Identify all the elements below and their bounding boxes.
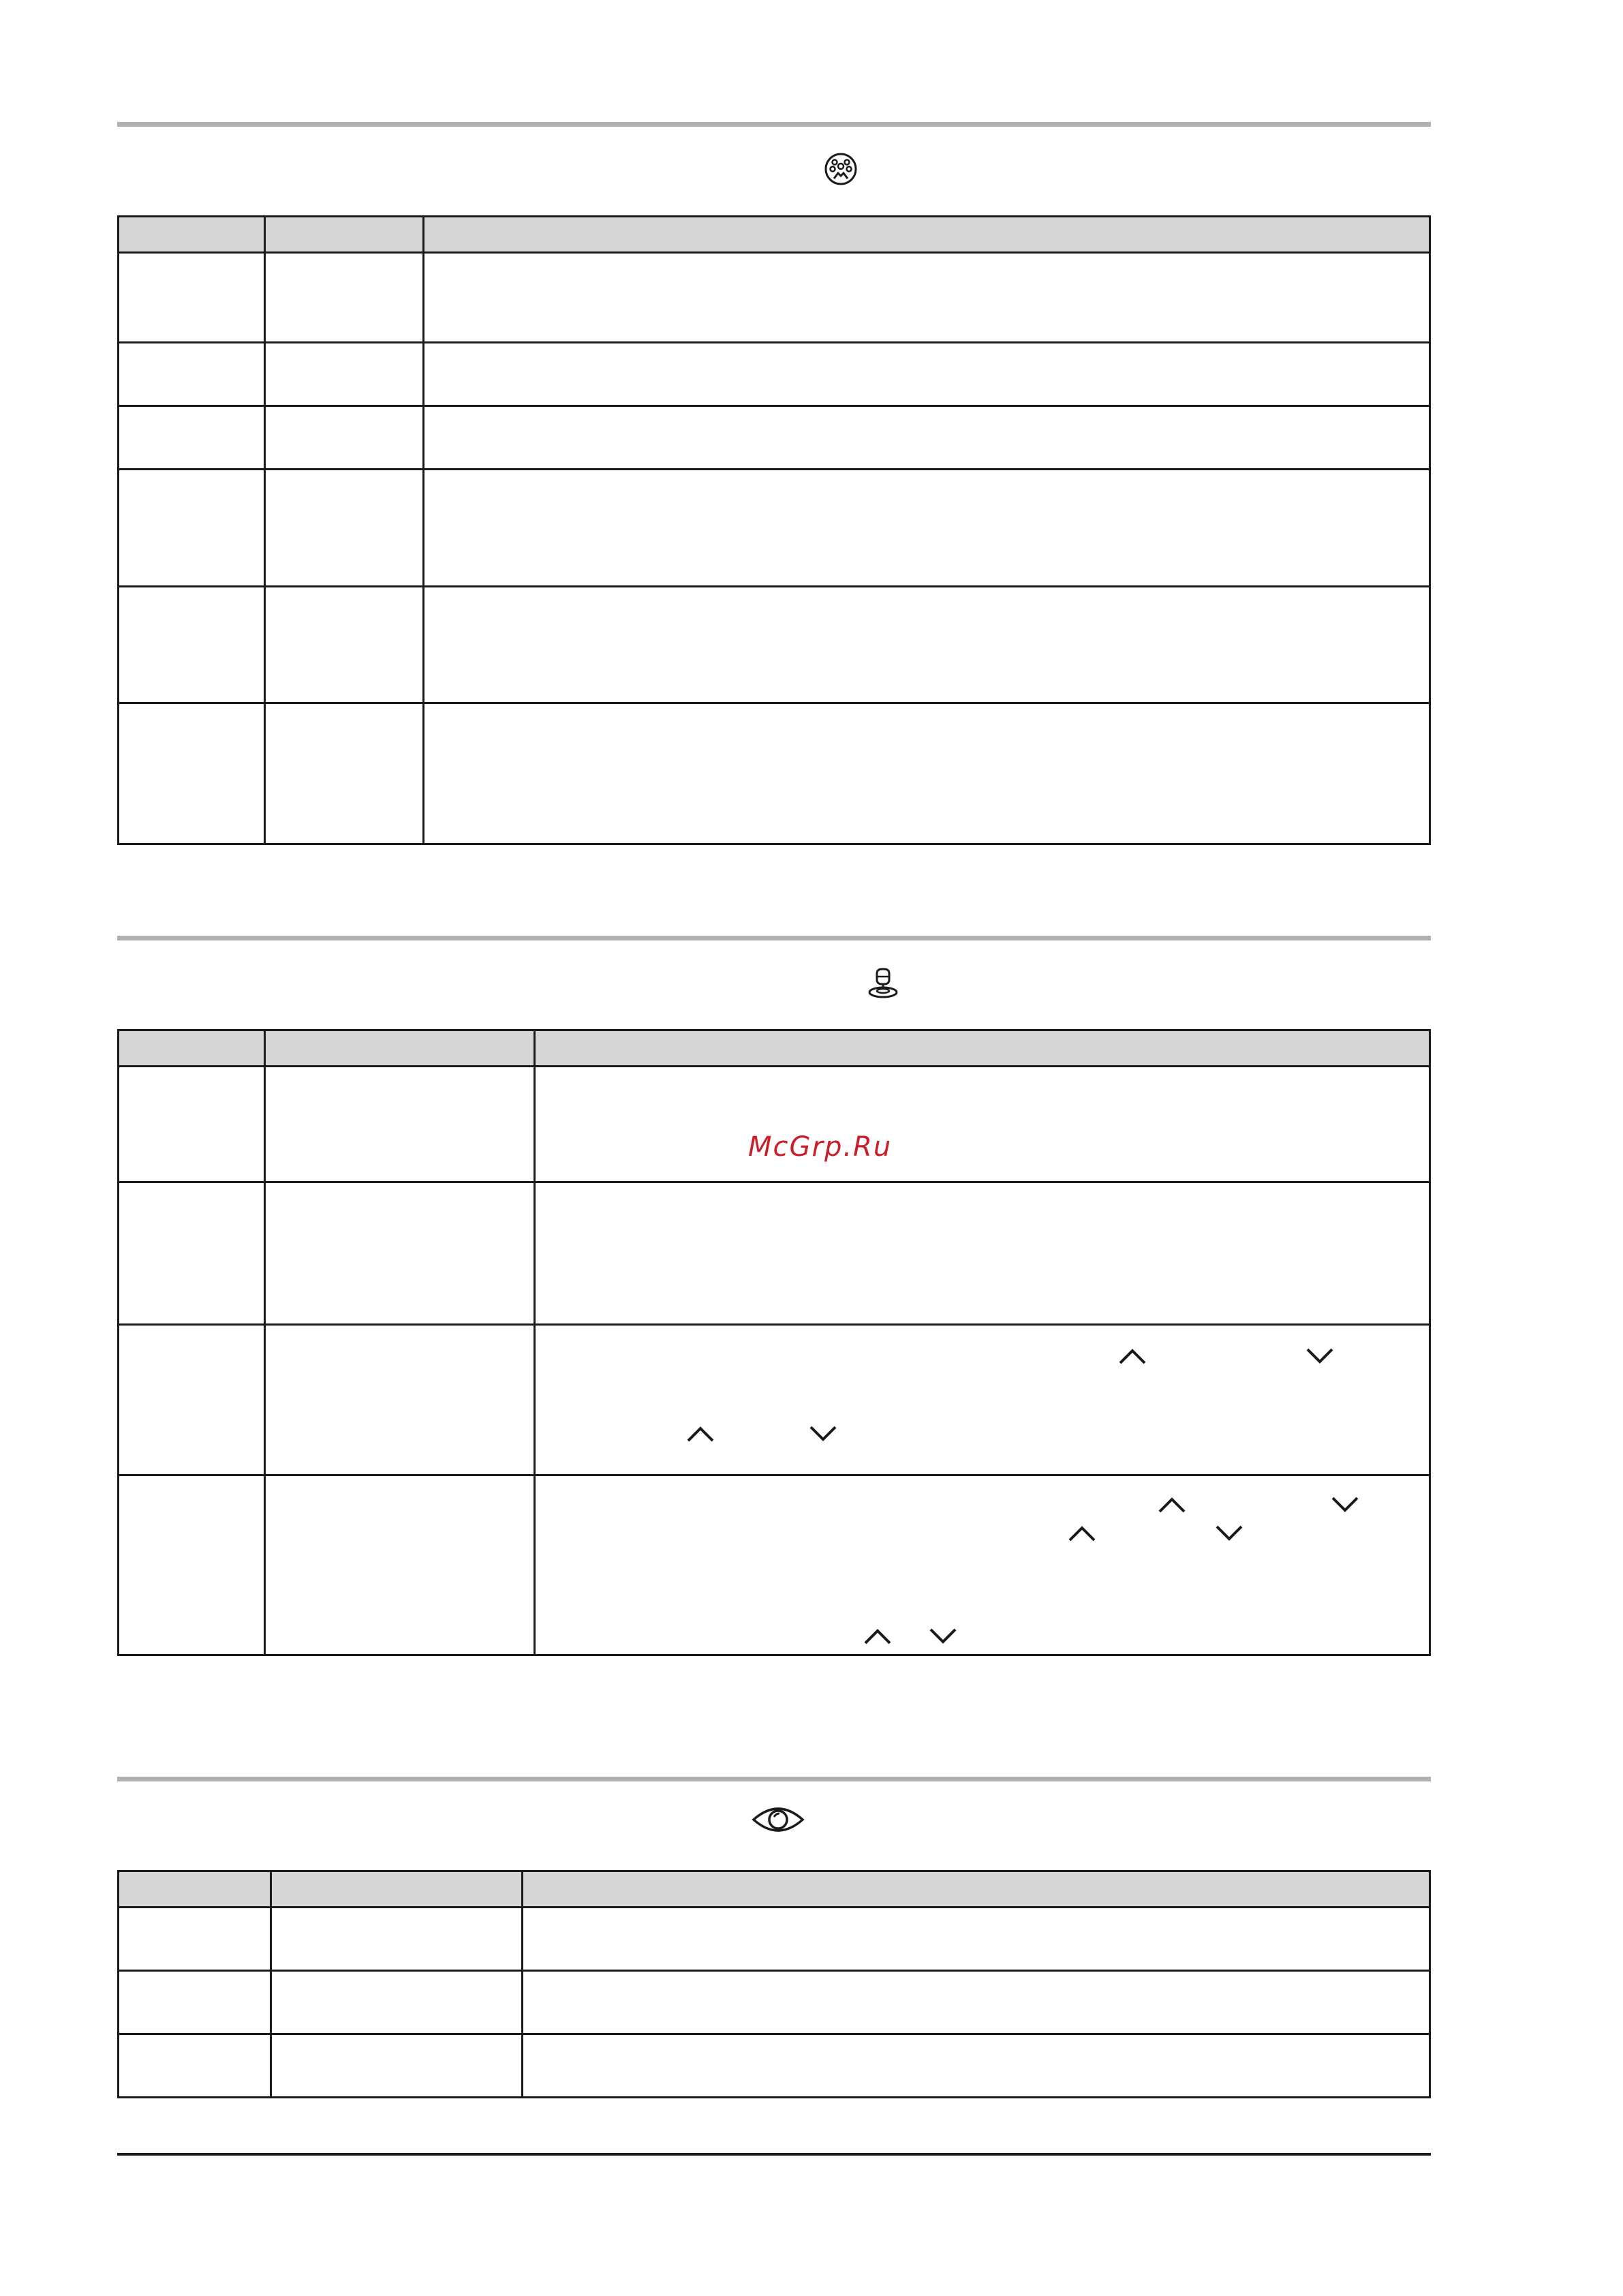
table-cell xyxy=(265,1067,535,1182)
table-row xyxy=(119,1908,1430,1971)
plunger-button-icon xyxy=(864,965,902,1003)
table-row xyxy=(119,1182,1430,1325)
table-row xyxy=(119,1067,1430,1182)
table-row xyxy=(119,703,1430,844)
chevron-up-icon xyxy=(863,1627,893,1646)
table-cell xyxy=(119,343,265,406)
table-cell xyxy=(119,1475,265,1655)
table-row xyxy=(119,2034,1430,2098)
table-cell xyxy=(119,1182,265,1325)
table-cell xyxy=(119,1325,265,1475)
table-cell xyxy=(265,587,424,703)
table-cell xyxy=(265,470,424,587)
table-cell xyxy=(523,1908,1430,1971)
table-cell xyxy=(535,1067,1430,1182)
chevron-up-icon xyxy=(1117,1347,1147,1366)
watermark-text: McGrp.Ru xyxy=(748,1131,893,1163)
header-cell xyxy=(119,1871,271,1908)
table-row xyxy=(119,1325,1430,1475)
table-cell xyxy=(271,1971,523,2034)
section-1-top-rule xyxy=(117,122,1431,127)
table-row xyxy=(119,587,1430,703)
header-cell xyxy=(119,217,265,253)
header-cell xyxy=(424,217,1430,253)
chevron-down-icon xyxy=(1305,1347,1335,1366)
header-cell xyxy=(265,217,424,253)
table-row xyxy=(119,343,1430,406)
footer-rule xyxy=(117,2153,1431,2156)
table-row xyxy=(119,470,1430,587)
section-3-top-rule xyxy=(117,1777,1431,1781)
table-cell xyxy=(424,587,1430,703)
table-cell xyxy=(119,1908,271,1971)
flower-settings-icon xyxy=(823,151,859,187)
table-cell xyxy=(424,253,1430,343)
table-cell xyxy=(271,1908,523,1971)
table-cell xyxy=(535,1182,1430,1325)
table-header-row xyxy=(119,1871,1430,1908)
chevron-up-icon xyxy=(1157,1495,1187,1514)
table-cell xyxy=(265,343,424,406)
table-cell xyxy=(119,587,265,703)
table-cell xyxy=(119,470,265,587)
table-cell xyxy=(523,1971,1430,2034)
header-cell xyxy=(265,1030,535,1067)
table-cell xyxy=(424,470,1430,587)
header-cell xyxy=(119,1030,265,1067)
table-cell xyxy=(265,703,424,844)
table-cell xyxy=(424,343,1430,406)
table-cell xyxy=(265,1325,535,1475)
table-cell xyxy=(535,1325,1430,1475)
table-cell xyxy=(119,406,265,470)
table-row xyxy=(119,1475,1430,1655)
header-cell xyxy=(535,1030,1430,1067)
table-cell xyxy=(265,1182,535,1325)
chevron-up-icon xyxy=(1067,1524,1097,1543)
table-cell xyxy=(424,406,1430,470)
chevron-down-icon xyxy=(1330,1495,1360,1514)
header-cell xyxy=(271,1871,523,1908)
table-cell xyxy=(265,1475,535,1655)
header-cell xyxy=(523,1871,1430,1908)
table-cell xyxy=(119,2034,271,2098)
table-cell xyxy=(523,2034,1430,2098)
chevron-up-icon xyxy=(685,1424,715,1443)
eye-icon xyxy=(751,1801,805,1839)
table-cell xyxy=(119,703,265,844)
table-row xyxy=(119,1971,1430,2034)
table-cell xyxy=(265,253,424,343)
table-header-row xyxy=(119,217,1430,253)
table-cell xyxy=(265,406,424,470)
chevron-down-icon xyxy=(808,1424,838,1443)
table-header-row xyxy=(119,1030,1430,1067)
table-cell xyxy=(119,1067,265,1182)
table-cell xyxy=(119,253,265,343)
table-row xyxy=(119,253,1430,343)
table-cell xyxy=(119,1971,271,2034)
chevron-down-icon xyxy=(1214,1524,1244,1543)
chevron-down-icon xyxy=(928,1627,958,1646)
section-1-table xyxy=(117,215,1431,845)
table-cell xyxy=(424,703,1430,844)
table-row xyxy=(119,406,1430,470)
section-2-top-rule xyxy=(117,936,1431,940)
table-cell xyxy=(271,2034,523,2098)
section-2-table xyxy=(117,1029,1431,1656)
table-cell xyxy=(535,1475,1430,1655)
section-3-table xyxy=(117,1870,1431,2098)
